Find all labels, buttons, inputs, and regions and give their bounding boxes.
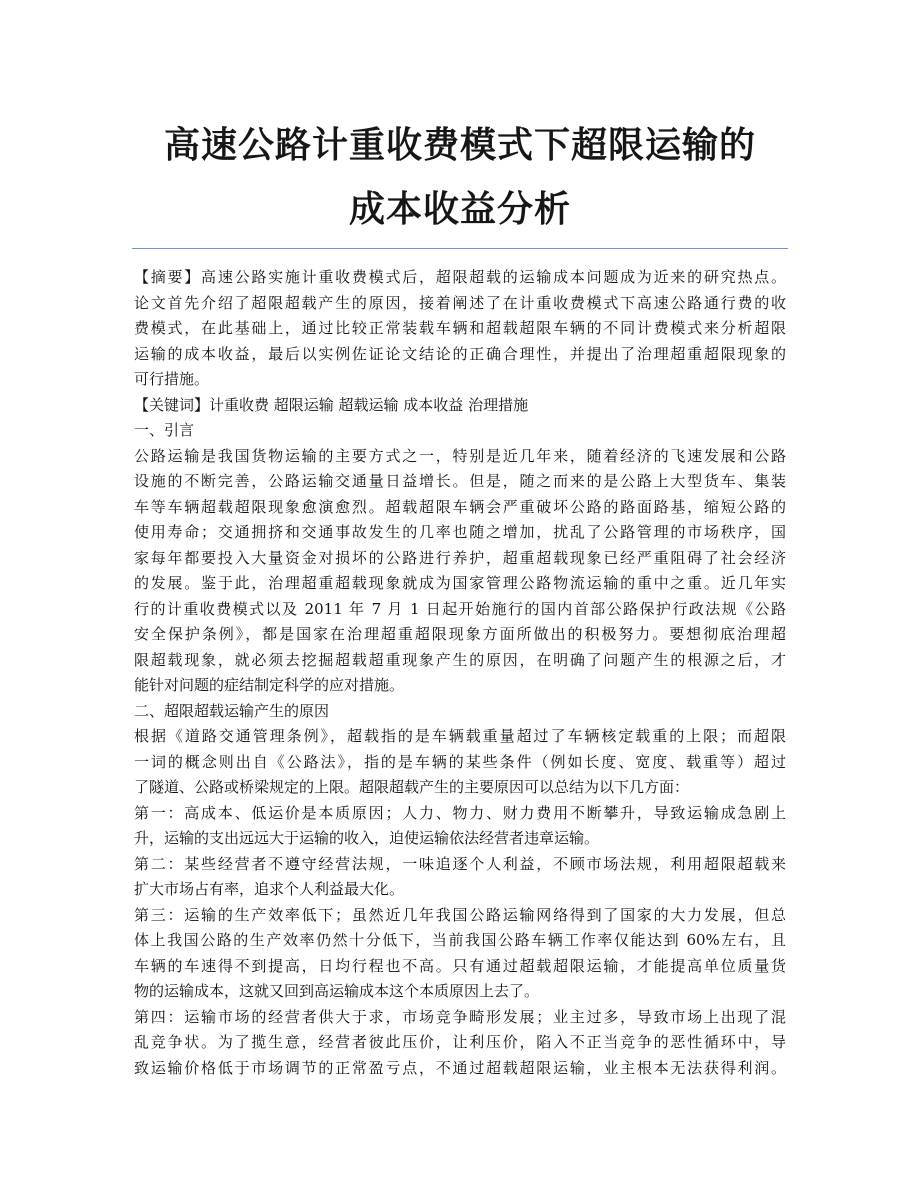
paragraph-line: 扩大市场占有率，追求个人利益最大化。 xyxy=(134,880,405,898)
document-title xyxy=(132,114,788,242)
paragraph-line: 行的计重收费模式以及 2011 年 7 月 1 日起开始施行的国内首部公路保护行政法规《公路 xyxy=(134,599,786,618)
title-line-2: 成本收益分析 xyxy=(348,189,571,230)
paragraph-line: 公路运输是我国货物运输的主要方式之一，特别是近几年来，随着经济的飞速发展和公路 xyxy=(134,446,786,465)
paragraph-line: 乱竞争状。为了揽生意，经营者彼此压价，让利压价，陷入不正当竞争的恶性循环中，导 xyxy=(134,1033,786,1051)
paragraph-line: 物的运输成本，这就又回到高运输成本这个本质原因上去了。 xyxy=(134,982,540,1000)
abstract-line: 运输的成本收益，最后以实例佐证论文结论的正确合理性，并提出了治理超重超限现象的 xyxy=(134,344,786,363)
section-heading: 二、超限超载运输产生的原因 xyxy=(134,701,330,720)
abstract-line: 论文首先介绍了超限超载产生的原因，接着阐述了在计重收费模式下高速公路通行费的收 xyxy=(134,293,786,312)
paragraph-line: 根据《道路交通管理条例》，超载指的是车辆载重量超过了车辆核定载重的上限；而超限 xyxy=(134,727,786,745)
paragraph-line: 第四：运输市场的经营者供大于求，市场竞争畸形发展；业主过多，导致市场上出现了混 xyxy=(134,1007,786,1026)
paragraph-line: 设施的不断完善，公路运输交通量日益增长。但是，随之而来的是公路上大型货车、集装 xyxy=(134,472,786,490)
paragraph-line: 限超载现象，就必须去挖掘超载超重现象产生的原因，在明确了问题产生的根源之后，才 xyxy=(134,650,786,669)
paragraph-line: 第二：某些经营者不遵守经营法规，一味追逐个人利益，不顾市场法规，利用超限超载来 xyxy=(134,854,786,873)
paragraph-line: 第三：运输的生产效率低下；虽然近几年我国公路运输网络得到了国家的大力发展，但总 xyxy=(134,905,786,924)
paragraph-line: 车等车辆超载超限现象愈演愈烈。超载超限车辆会严重破坏公路的路面路基，缩短公路的 xyxy=(134,497,786,516)
paragraph-line: 了隧道、公路或桥梁规定的上限。超限超载产生的主要原因可以总结为以下几方面： xyxy=(134,778,690,796)
paragraph-line: 安全保护条例》，都是国家在治理超重超限现象方面所做出的积极努力。要想彻底治理超 xyxy=(134,625,786,643)
document-body xyxy=(134,265,786,1081)
keywords-line: 【关键词】计重收费 超限运输 超载运输 成本收益 治理措施 xyxy=(134,395,529,414)
paragraph-line: 第一：高成本、低运价是本质原因；人力、物力、财力费用不断攀升，导致运输成急剧上 xyxy=(134,803,786,822)
paragraph-line: 体上我国公路的生产效率仍然十分低下，当前我国公路车辆工作率仅能达到 60%左右，且 xyxy=(134,931,786,949)
paragraph-line: 一词的概念则出自《公路法》，指的是车辆的某些条件（例如长度、宽度、载重等）超过 xyxy=(134,752,786,771)
paragraph-line: 升，运输的支出远远大于运输的收入，迫使运输依法经营者违章运输。 xyxy=(134,829,600,847)
paragraph-line: 车辆的车速得不到提高，日均行程也不高。只有通过超载超限运输，才能提高单位质量货 xyxy=(134,956,786,975)
paragraph-line: 的发展。鉴于此，治理超重超载现象就成为国家管理公路物流运输的重中之重。近几年实 xyxy=(134,574,786,592)
paragraph-line: 家每年都要投入大量资金对损坏的公路进行养护，超重超载现象已经严重阻碍了社会经济 xyxy=(134,548,786,567)
title-divider xyxy=(132,248,788,249)
paragraph-line: 使用寿命；交通拥挤和交通事故发生的几率也随之增加，扰乱了公路管理的市场秩序，国 xyxy=(134,523,786,541)
abstract-line: 费模式，在此基础上，通过比较正常装载车辆和超载超限车辆的不同计费模式来分析超限 xyxy=(134,319,786,337)
paragraph-line: 能针对问题的症结制定科学的应对措施。 xyxy=(134,676,405,694)
title-line-1: 高速公路计重收费模式下超限运输的 xyxy=(163,125,756,166)
abstract-line: 可行措施。 xyxy=(134,370,210,388)
abstract-line: 【摘要】高速公路实施计重收费模式后，超限超载的运输成本问题成为近来的研究热点。 xyxy=(134,268,786,286)
section-heading: 一、引言 xyxy=(134,421,195,439)
paragraph-line: 致运输价格低于市场调节的正常盈亏点，不通过超载超限运输，业主根本无法获得利润。 xyxy=(134,1058,786,1077)
